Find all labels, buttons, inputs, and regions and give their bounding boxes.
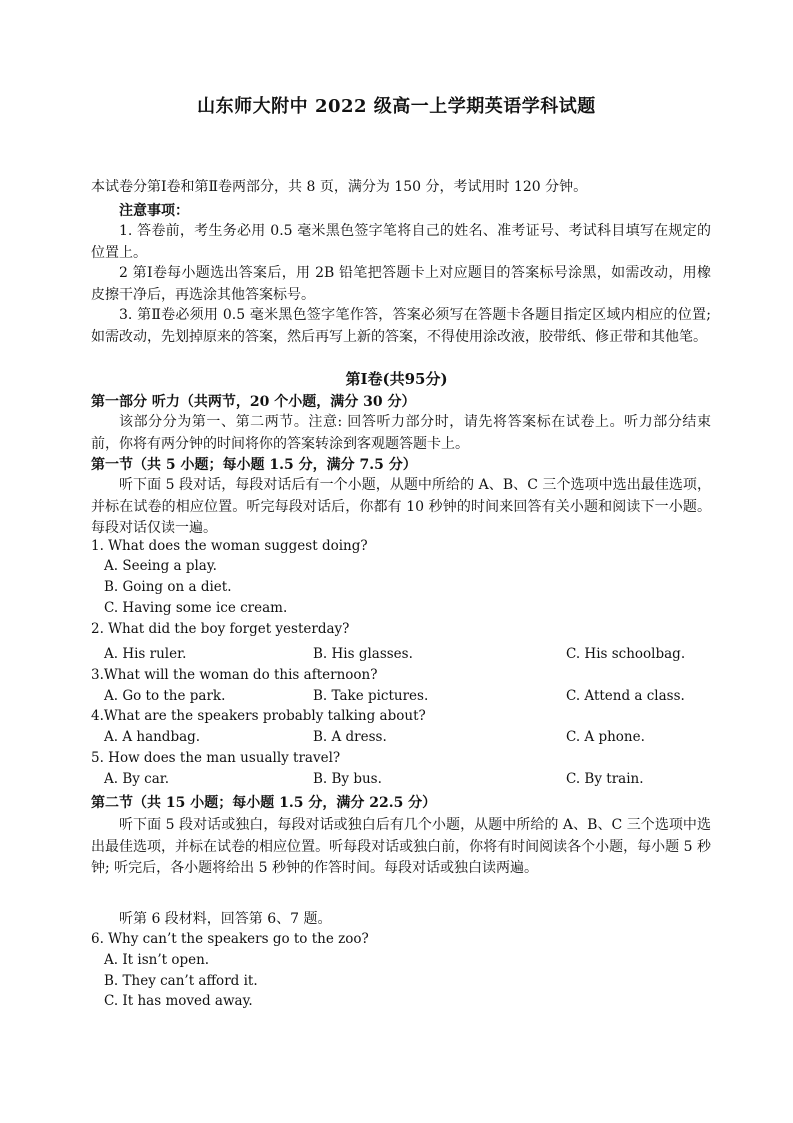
question-6-option-c: C. It has moved away. bbox=[104, 993, 253, 1009]
material-6-instruction: 听第 6 段材料，回答第 6、7 题。 bbox=[119, 911, 332, 927]
question-6-stem: 6. Why can’t the speakers go to the zoo? bbox=[91, 931, 369, 947]
question-2-stem: 2. What did the boy forget yesterday? bbox=[91, 621, 350, 637]
question-5-option-b: B. By bus. bbox=[313, 771, 382, 787]
question-5-option-c: C. By train. bbox=[566, 771, 644, 787]
intro-text: 本试卷分第Ⅰ卷和第Ⅱ卷两部分，共 8 页，满分为 150 分，考试用时 120 分钟。 bbox=[91, 179, 588, 195]
question-2-option-c: C. His schoolbag. bbox=[566, 646, 686, 662]
question-1-option-a: A. Seeing a play. bbox=[104, 558, 217, 574]
notice-label: 注意事项： bbox=[119, 203, 189, 219]
question-2-option-b: B. His glasses. bbox=[313, 646, 413, 662]
question-4-option-b: B. A dress. bbox=[313, 729, 387, 745]
section1-description: 听下面 5 段对话，每段对话后有一个小题，从题中所给的 A、B、C 三个选项中选出最佳选项，并标在试卷的相应位置。听完每段对话后，你都有 10 秒钟的时间来回答有关小题和阅读下一小题。每段对话仅读一遍。 bbox=[91, 477, 711, 536]
page-title: 山东师大附中 2022 级高一上学期英语学科试题 bbox=[197, 96, 596, 117]
question-3-option-c: C. Attend a class. bbox=[566, 688, 685, 704]
question-5-stem: 5. How does the man usually travel? bbox=[91, 750, 341, 766]
question-6-option-b: B. They can’t afford it. bbox=[104, 973, 258, 989]
question-4-option-a: A. A handbag. bbox=[104, 729, 201, 745]
question-1-stem: 1. What does the woman suggest doing? bbox=[91, 538, 368, 554]
part1-heading: 第一部分 听力（共两节，20 个小题，满分 30 分） bbox=[91, 394, 416, 410]
part1-description: 该部分分为第一、第二两节。注意: 回答听力部分时，请先将答案标在试卷上。听力部分结束前，你将有两分钟的时间将你的答案转涂到客观题答题卡上。 bbox=[91, 414, 711, 452]
question-4-option-c: C. A phone. bbox=[566, 729, 645, 745]
question-2-option-a: A. His ruler. bbox=[104, 646, 187, 662]
question-5-option-a: A. By car. bbox=[104, 771, 170, 787]
notice-3: 3. 第Ⅱ卷必须用 0.5 毫米黑色签字笔作答，答案必须写在答题卡各题目指定区域内相应的位置; 如需改动，先划掉原来的答案，然后再写上新的答案，不得使用涂改液，胶带纸、修正带和其他笔。 bbox=[91, 307, 711, 345]
notice-2: 2 第Ⅰ卷每小题选出答案后，用 2B 铅笔把答题卡上对应题目的答案标号涂黑，如需改动，用橡皮擦干净后，再选涂其他答案标号。 bbox=[91, 265, 711, 303]
section1-heading: 第一节（共 5 小题；每小题 1.5 分，满分 7.5 分） bbox=[91, 457, 417, 473]
question-1-option-b: B. Going on a diet. bbox=[104, 579, 232, 595]
volume-title: 第Ⅰ卷(共95分) bbox=[345, 370, 448, 388]
question-1-option-c: C. Having some ice cream. bbox=[104, 600, 288, 616]
question-6-option-a: A. It isn’t open. bbox=[104, 952, 210, 968]
notice-1: 1. 答卷前，考生务必用 0.5 毫米黑色签字笔将自己的姓名、准考证号、考试科目填写在规定的位置上。 bbox=[91, 223, 711, 261]
question-3-stem: 3.What will the woman do this afternoon? bbox=[91, 667, 378, 683]
question-3-option-b: B. Take pictures. bbox=[313, 688, 429, 704]
question-4-stem: 4.What are the speakers probably talking about? bbox=[91, 708, 426, 724]
section2-heading: 第二节（共 15 小题；每小题 1.5 分，满分 22.5 分） bbox=[91, 795, 437, 811]
question-3-option-a: A. Go to the park. bbox=[104, 688, 226, 704]
section2-description: 听下面 5 段对话或独白，每段对话或独白后有几个小题，从题中所给的 A、B、C 三个选项中选出最佳选项，并标在试卷的相应位置。听每段对话或独白前，你将有时间阅读各个小题，每小题 5 秒钟; 听完后，各小题将给出 5 秒钟的作答时间。每段对话或独白读两遍。 bbox=[91, 817, 711, 876]
